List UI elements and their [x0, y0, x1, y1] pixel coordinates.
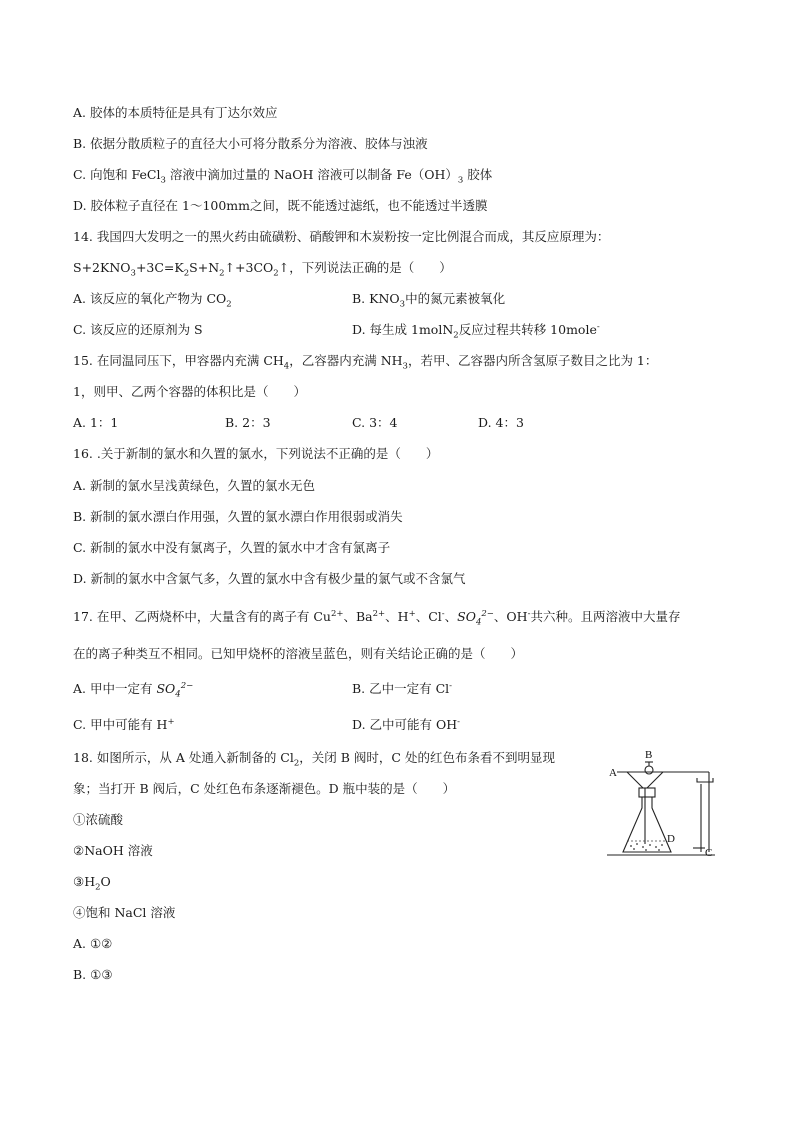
q14-eq-sub-d: 2 — [273, 268, 279, 279]
q17-option-a-sulfate-ion — [156, 680, 194, 700]
q17-stem-text-8: 在的离子种类互不相同。已知甲烧杯的溶液呈蓝色，则有关结论正确的是（ ） — [73, 646, 524, 661]
q15-stem-sub-1: 4 — [283, 361, 290, 372]
q18-item-2 — [73, 843, 153, 859]
q17-option-d — [352, 717, 460, 733]
q14-eq-part-e: ↑，下列说法正确的是（ ） — [278, 260, 452, 275]
flask-stopper — [639, 788, 655, 797]
q14-eq-part-a: S+2KNO — [73, 260, 131, 275]
q18-option-b-text: B. ①③ — [73, 967, 113, 982]
side-tube-cap — [697, 778, 713, 782]
q13-option-c-text-2: 溶液中滴加过量的 NaOH 溶液可以制备 Fe（OH） — [165, 167, 458, 182]
q14-option-d — [352, 321, 600, 341]
sulfate-symbol: SO — [156, 681, 176, 696]
q17-stem-text-2: 、Ba — [343, 609, 373, 624]
q15-option-c — [352, 415, 397, 431]
q14-option-a — [73, 291, 232, 310]
q16-option-b-text: B. 新制的氯水漂白作用强，久置的氯水漂白作用很弱或消失 — [73, 509, 403, 524]
q15-stem-text-3: ，若甲、乙容器内所含氢原子数目之比为 1： — [407, 353, 658, 368]
q13-option-b-text: B. 依据分散质粒子的直径大小可将分散系分为溶液、胶体与浊液 — [73, 136, 428, 151]
q16-option-c — [73, 540, 390, 556]
q15-option-d — [478, 415, 524, 431]
flask-liquid — [627, 841, 667, 851]
q17-stem-text-6: 、OH — [493, 609, 528, 624]
q17-stem-line-2 — [73, 646, 523, 662]
q18-apparatus-diagram — [605, 748, 725, 860]
conical-flask — [623, 797, 671, 852]
q17-stem-text-3: 、H — [385, 609, 409, 624]
q13-option-d — [73, 198, 488, 214]
q18-stem-text-2: ，关闭 B 阀时，C 处的红色布条看不到明显现 — [299, 750, 555, 765]
q18-option-a — [73, 936, 112, 952]
q17-option-d-sup: - — [457, 716, 461, 727]
q14-option-d-text-1: D. 每生成 1molN — [352, 322, 454, 337]
q16-option-c-text: C. 新制的氯水中没有氯离子，久置的氯水中才含有氯离子 — [73, 540, 391, 555]
q18-stem-text-1: 18. 如图所示，从 A 处通入新制备的 Cl — [73, 750, 294, 765]
q15-stem-text-2: ，乙容器内充满 NH — [289, 353, 403, 368]
sulfate-sup: 2− — [481, 608, 494, 619]
side-tube — [701, 772, 709, 852]
q17-stem-sup-3: + — [408, 608, 416, 619]
q13-option-c-text-3: 胶体 — [463, 167, 493, 182]
q18-item-3-sub: 2 — [95, 882, 101, 893]
q18-item-1-text: ①浓硫酸 — [73, 812, 124, 827]
q15-stem-line-1 — [73, 353, 658, 372]
q15-option-b-text: B. 2：3 — [225, 415, 271, 430]
q14-option-b — [352, 291, 506, 310]
q14-eq-sub-a: 3 — [130, 268, 136, 279]
q18-stem-line-2 — [73, 781, 455, 797]
q18-item-4 — [73, 905, 175, 921]
q14-eq-part-b: +3C=K — [135, 260, 184, 275]
q17-stem-sulfate-ion — [457, 608, 494, 628]
funnel-joint — [627, 772, 663, 788]
q16-option-d-text: D. 新制的氯水中含氯气多，久置的氯水中含有极少量的氯气或不含氯气 — [73, 571, 466, 586]
q13-option-b — [73, 136, 428, 152]
q15-stem-text-1: 15. 在同温同压下，甲容器内充满 CH — [73, 353, 284, 368]
q14-eq-part-d: ↑+3CO — [224, 260, 274, 275]
q15-option-b — [225, 415, 271, 431]
q14-option-d-text-2: 反应过程共转移 10mole — [458, 322, 597, 337]
q14-eq-sub-b: 2 — [183, 268, 190, 279]
q13-option-d-text: D. 胶体粒子直径在 1～100mm之间，既不能透过滤纸，也不能透过半透膜 — [73, 198, 488, 213]
q13-option-a — [73, 105, 277, 121]
q17-option-d-text: D. 乙中可能有 OH — [352, 717, 458, 732]
q15-stem-sub-2: 3 — [402, 361, 408, 372]
q15-stem-line-2 — [73, 384, 306, 400]
q18-item-3-text-1: ③H — [73, 874, 96, 889]
q18-item-2-text: ②NaOH 溶液 — [73, 843, 153, 858]
q15-option-d-text: D. 4：3 — [478, 415, 524, 430]
q16-option-a-text: A. 新制的氯水呈浅黄绿色，久置的氯水无色 — [73, 478, 315, 493]
q18-stem-line-1 — [73, 750, 555, 769]
q17-stem-text-4: 、Cl — [415, 609, 442, 624]
q18-option-a-text: A. ①② — [73, 936, 113, 951]
q17-option-b-text: B. 乙中一定有 Cl — [352, 681, 450, 696]
q14-option-a-sub: 2 — [226, 299, 232, 310]
q17-stem-line-1 — [73, 608, 681, 628]
q14-equation — [73, 260, 452, 279]
q17-stem-sup-2: 2+ — [372, 608, 386, 619]
q18-stem-sub: 2 — [293, 758, 300, 769]
q17-stem-sup-1: 2+ — [330, 608, 344, 619]
q13-option-a-text: A. 胶体的本质特征是具有丁达尔效应 — [73, 105, 278, 120]
q17-option-c-sup: + — [167, 716, 175, 727]
q14-option-b-sub: 3 — [399, 299, 406, 310]
q14-stem-text: 14. 我国四大发明之一的黑火药由硫磺粉、硝酸钾和木炭粉按一定比例混合而成，其反应原理为： — [73, 229, 610, 244]
label-c: C — [705, 847, 713, 859]
q16-stem — [73, 446, 438, 462]
sulfate-sup: 2− — [180, 680, 194, 691]
valve-b-icon — [645, 766, 653, 774]
q17-option-a-text: A. 甲中一定有 — [73, 681, 157, 696]
sulfate-sub: 4 — [175, 689, 181, 700]
q13-option-c-sub-1: 3 — [160, 175, 166, 186]
q14-eq-sub-c: 2 — [219, 268, 225, 279]
q14-option-a-text: A. 该反应的氧化产物为 CO — [73, 291, 227, 306]
q17-option-c-text: C. 甲中可能有 H — [73, 717, 168, 732]
q17-stem-text-7: 共六种。且两溶液中大量存 — [530, 609, 681, 624]
q13-option-c — [73, 167, 493, 186]
q17-option-a — [73, 680, 194, 700]
q14-option-d-sup: - — [596, 321, 600, 332]
q15-option-a-text: A. 1：1 — [73, 415, 119, 430]
q14-option-d-sub: 2 — [453, 330, 459, 341]
q13-option-c-sub-2: 3 — [457, 175, 464, 186]
label-a: A — [609, 767, 617, 779]
q18-item-3-text-2: O — [100, 874, 111, 889]
q18-item-4-text: ④饱和 NaCl 溶液 — [73, 905, 176, 920]
q15-option-a — [73, 415, 118, 431]
q16-option-d — [73, 571, 466, 587]
q18-option-b — [73, 967, 113, 983]
sulfate-symbol: SO — [457, 609, 476, 624]
q18-item-1 — [73, 812, 123, 828]
label-b: B — [645, 749, 653, 761]
q13-option-c-text-1: C. 向饱和 FeCl — [73, 167, 161, 182]
q17-stem-text-5: 、 — [444, 609, 458, 624]
q14-option-b-text-1: B. KNO — [352, 291, 400, 306]
q17-stem-sup-4: - — [441, 608, 445, 619]
q16-stem-text: 16. .关于新制的氯水和久置的氯水，下列说法不正确的是（ ） — [73, 446, 439, 461]
q15-option-c-text: C. 3：4 — [352, 415, 398, 430]
q17-option-c — [73, 717, 175, 733]
q17-option-b-sup: - — [449, 680, 453, 691]
q14-option-c — [73, 322, 203, 338]
sulfate-sub: 4 — [475, 617, 482, 628]
q18-stem-text-3: 象；当打开 B 阀后，C 处红色布条逐渐褪色。D 瓶中装的是（ ） — [73, 781, 456, 796]
q18-item-3 — [73, 874, 111, 893]
q14-option-c-text: C. 该反应的还原剂为 S — [73, 322, 203, 337]
q14-stem-line-1 — [73, 229, 609, 245]
q17-stem-text-1: 17. 在甲、乙两烧杯中，大量含有的离子有 Cu — [73, 609, 331, 624]
q16-option-b — [73, 509, 403, 525]
q14-eq-part-c: S+N — [189, 260, 220, 275]
q17-option-b — [352, 681, 452, 697]
q14-option-b-text-2: 中的氮元素被氧化 — [405, 291, 506, 306]
q17-stem-sup-5: - — [527, 608, 531, 619]
label-d: D — [667, 833, 675, 845]
q16-option-a — [73, 478, 315, 494]
q15-stem-text-4: 1，则甲、乙两个容器的体积比是（ ） — [73, 384, 306, 399]
